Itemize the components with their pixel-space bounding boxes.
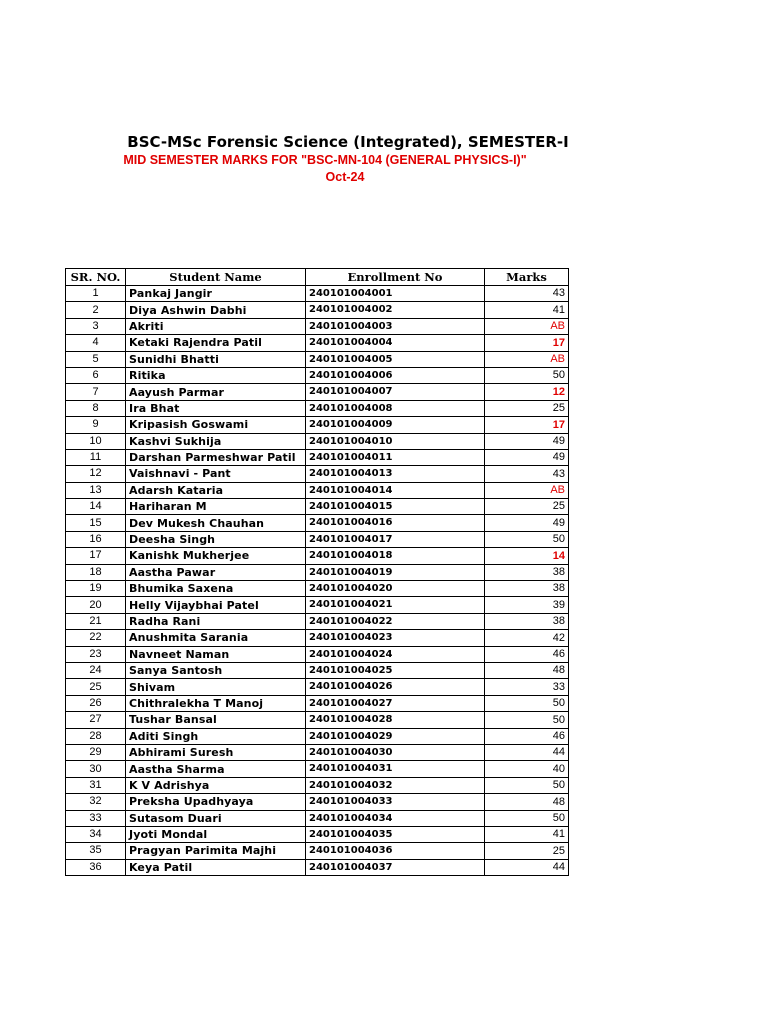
student-name-cell: Aastha Pawar [126,564,306,580]
header-row [66,269,569,286]
sr-no-cell: 7 [66,384,126,400]
enrollment-no-cell: 240101004023 [306,630,485,646]
enrollment-no-cell: 240101004036 [306,843,485,859]
sr-no-cell: 6 [66,367,126,383]
enrollment-no-cell: 240101004025 [306,662,485,678]
table-row [66,302,569,318]
enrollment-no-cell: 240101004037 [306,859,485,875]
sr-no-cell: 17 [66,548,126,564]
table-row [66,531,569,547]
enrollment-no-cell: 240101004005 [306,351,485,367]
column-header-student-name: Student Name [126,269,306,286]
enrollment-no-cell: 240101004018 [306,548,485,564]
enrollment-no-cell: 240101004028 [306,712,485,728]
marks-cell: 25 [485,400,569,416]
sr-no-cell: 21 [66,613,126,629]
column-header-enrollment-no: Enrollment No [306,269,485,286]
table-row [66,367,569,383]
marks-cell: 38 [485,613,569,629]
student-name-cell: Helly Vijaybhai Patel [126,597,306,613]
marks-cell: 43 [485,466,569,482]
marks-cell: 44 [485,744,569,760]
table-row [66,744,569,760]
marks-cell: 43 [485,286,569,302]
marks-cell: 50 [485,712,569,728]
marks-cell: 49 [485,449,569,465]
marks-cell: 46 [485,728,569,744]
marks-cell: 48 [485,662,569,678]
table-row [66,548,569,564]
student-name-cell: Ira Bhat [126,400,306,416]
marks-cell: 17 [485,417,569,433]
marks-cell: 46 [485,646,569,662]
marks-cell: 40 [485,761,569,777]
table-row [66,794,569,810]
table-row [66,597,569,613]
enrollment-no-cell: 240101004014 [306,482,485,498]
marks-cell: 39 [485,597,569,613]
enrollment-no-cell: 240101004026 [306,679,485,695]
sr-no-cell: 36 [66,859,126,875]
sr-no-cell: 13 [66,482,126,498]
student-name-cell: Deesha Singh [126,531,306,547]
marks-cell: 33 [485,679,569,695]
table-row [66,384,569,400]
table-row [66,351,569,367]
marks-cell: 17 [485,335,569,351]
table-row [66,466,569,482]
enrollment-no-cell: 240101004029 [306,728,485,744]
enrollment-no-cell: 240101004033 [306,794,485,810]
student-name-cell: Anushmita Sarania [126,630,306,646]
table-row [66,630,569,646]
sr-no-cell: 1 [66,286,126,302]
marks-cell: 50 [485,777,569,793]
student-name-cell: Kashvi Sukhija [126,433,306,449]
table-row [66,335,569,351]
marks-cell: 50 [485,367,569,383]
student-name-cell: Navneet Naman [126,646,306,662]
sr-no-cell: 22 [66,630,126,646]
sr-no-cell: 31 [66,777,126,793]
student-name-cell: Abhirami Suresh [126,744,306,760]
table-row [66,318,569,334]
marks-cell: AB [485,482,569,498]
student-name-cell: Sanya Santosh [126,662,306,678]
sr-no-cell: 18 [66,564,126,580]
sr-no-cell: 26 [66,695,126,711]
sr-no-cell: 25 [66,679,126,695]
student-name-cell: Jyoti Mondal [126,826,306,842]
table-row [66,662,569,678]
sr-no-cell: 19 [66,581,126,597]
sr-no-cell: 33 [66,810,126,826]
table-row [66,826,569,842]
enrollment-no-cell: 240101004016 [306,515,485,531]
sr-no-cell: 8 [66,400,126,416]
marks-cell: AB [485,318,569,334]
student-name-cell: Kripasish Goswami [126,417,306,433]
student-name-cell: Tushar Bansal [126,712,306,728]
student-name-cell: Adarsh Kataria [126,482,306,498]
student-name-cell: Vaishnavi - Pant [126,466,306,482]
table-row [66,843,569,859]
enrollment-no-cell: 240101004001 [306,286,485,302]
marks-table [65,268,569,876]
enrollment-no-cell: 240101004024 [306,646,485,662]
marks-cell: 49 [485,433,569,449]
sr-no-cell: 32 [66,794,126,810]
document-title: BSC-MSc Forensic Science (Integrated), SEMESTER-I [127,133,569,151]
sr-no-cell: 16 [66,531,126,547]
student-name-cell: Dev Mukesh Chauhan [126,515,306,531]
marks-table-body [66,286,569,876]
marks-cell: 41 [485,302,569,318]
table-row [66,712,569,728]
sr-no-cell: 34 [66,826,126,842]
table-row [66,777,569,793]
table-row [66,859,569,875]
student-name-cell: Bhumika Saxena [126,581,306,597]
student-name-cell: Sunidhi Bhatti [126,351,306,367]
marks-cell: 49 [485,515,569,531]
sr-no-cell: 14 [66,499,126,515]
column-header-marks: Marks [485,269,569,286]
student-name-cell: Aastha Sharma [126,761,306,777]
table-row [66,761,569,777]
table-row [66,613,569,629]
marks-cell: 42 [485,630,569,646]
table-row [66,581,569,597]
table-row [66,564,569,580]
student-name-cell: Akriti [126,318,306,334]
student-name-cell: Diya Ashwin Dabhi [126,302,306,318]
marks-cell: 50 [485,810,569,826]
student-name-cell: Pankaj Jangir [126,286,306,302]
enrollment-no-cell: 240101004006 [306,367,485,383]
enrollment-no-cell: 240101004035 [306,826,485,842]
enrollment-no-cell: 240101004017 [306,531,485,547]
document-date: Oct-24 [325,170,365,184]
table-row [66,515,569,531]
table-row [66,695,569,711]
student-name-cell: Ketaki Rajendra Patil [126,335,306,351]
enrollment-no-cell: 240101004003 [306,318,485,334]
sr-no-cell: 27 [66,712,126,728]
enrollment-no-cell: 240101004032 [306,777,485,793]
sr-no-cell: 20 [66,597,126,613]
sr-no-cell: 10 [66,433,126,449]
sr-no-cell: 5 [66,351,126,367]
sr-no-cell: 15 [66,515,126,531]
enrollment-no-cell: 240101004007 [306,384,485,400]
sr-no-cell: 3 [66,318,126,334]
marks-cell: 48 [485,794,569,810]
student-name-cell: Shivam [126,679,306,695]
sr-no-cell: 9 [66,417,126,433]
marks-table-header [66,269,569,286]
student-name-cell: Sutasom Duari [126,810,306,826]
enrollment-no-cell: 240101004021 [306,597,485,613]
table-row [66,728,569,744]
sr-no-cell: 28 [66,728,126,744]
marks-cell: 25 [485,843,569,859]
sr-no-cell: 12 [66,466,126,482]
enrollment-no-cell: 240101004015 [306,499,485,515]
marks-cell: 38 [485,564,569,580]
table-row [66,286,569,302]
sr-no-cell: 24 [66,662,126,678]
student-name-cell: Aditi Singh [126,728,306,744]
marks-cell: 12 [485,384,569,400]
sr-no-cell: 29 [66,744,126,760]
column-header-sr-no: SR. NO. [66,269,126,286]
table-row [66,449,569,465]
enrollment-no-cell: 240101004034 [306,810,485,826]
marks-cell: AB [485,351,569,367]
enrollment-no-cell: 240101004009 [306,417,485,433]
marks-cell: 50 [485,531,569,547]
sr-no-cell: 11 [66,449,126,465]
student-name-cell: Kanishk Mukherjee [126,548,306,564]
student-name-cell: Ritika [126,367,306,383]
student-name-cell: Hariharan M [126,499,306,515]
table-row [66,482,569,498]
table-row [66,499,569,515]
sr-no-cell: 23 [66,646,126,662]
student-name-cell: Chithralekha T Manoj [126,695,306,711]
enrollment-no-cell: 240101004027 [306,695,485,711]
enrollment-no-cell: 240101004022 [306,613,485,629]
marks-cell: 25 [485,499,569,515]
sr-no-cell: 35 [66,843,126,859]
marks-cell: 50 [485,695,569,711]
enrollment-no-cell: 240101004008 [306,400,485,416]
marks-cell: 14 [485,548,569,564]
student-name-cell: Keya Patil [126,859,306,875]
student-name-cell: Aayush Parmar [126,384,306,400]
enrollment-no-cell: 240101004020 [306,581,485,597]
table-row [66,810,569,826]
enrollment-no-cell: 240101004030 [306,744,485,760]
sr-no-cell: 4 [66,335,126,351]
student-name-cell: K V Adrishya [126,777,306,793]
table-row [66,646,569,662]
student-name-cell: Radha Rani [126,613,306,629]
table-row [66,433,569,449]
student-name-cell: Darshan Parmeshwar Patil [126,449,306,465]
enrollment-no-cell: 240101004002 [306,302,485,318]
marks-cell: 38 [485,581,569,597]
student-name-cell: Preksha Upadhyaya [126,794,306,810]
enrollment-no-cell: 240101004013 [306,466,485,482]
student-name-cell: Pragyan Parimita Majhi [126,843,306,859]
enrollment-no-cell: 240101004031 [306,761,485,777]
table-row [66,417,569,433]
document-subtitle: MID SEMESTER MARKS FOR "BSC-MN-104 (GENERAL PHYSICS-I)" [123,153,527,167]
enrollment-no-cell: 240101004011 [306,449,485,465]
sr-no-cell: 2 [66,302,126,318]
sr-no-cell: 30 [66,761,126,777]
enrollment-no-cell: 240101004010 [306,433,485,449]
table-row [66,679,569,695]
marks-cell: 44 [485,859,569,875]
enrollment-no-cell: 240101004019 [306,564,485,580]
marks-cell: 41 [485,826,569,842]
enrollment-no-cell: 240101004004 [306,335,485,351]
table-row [66,400,569,416]
